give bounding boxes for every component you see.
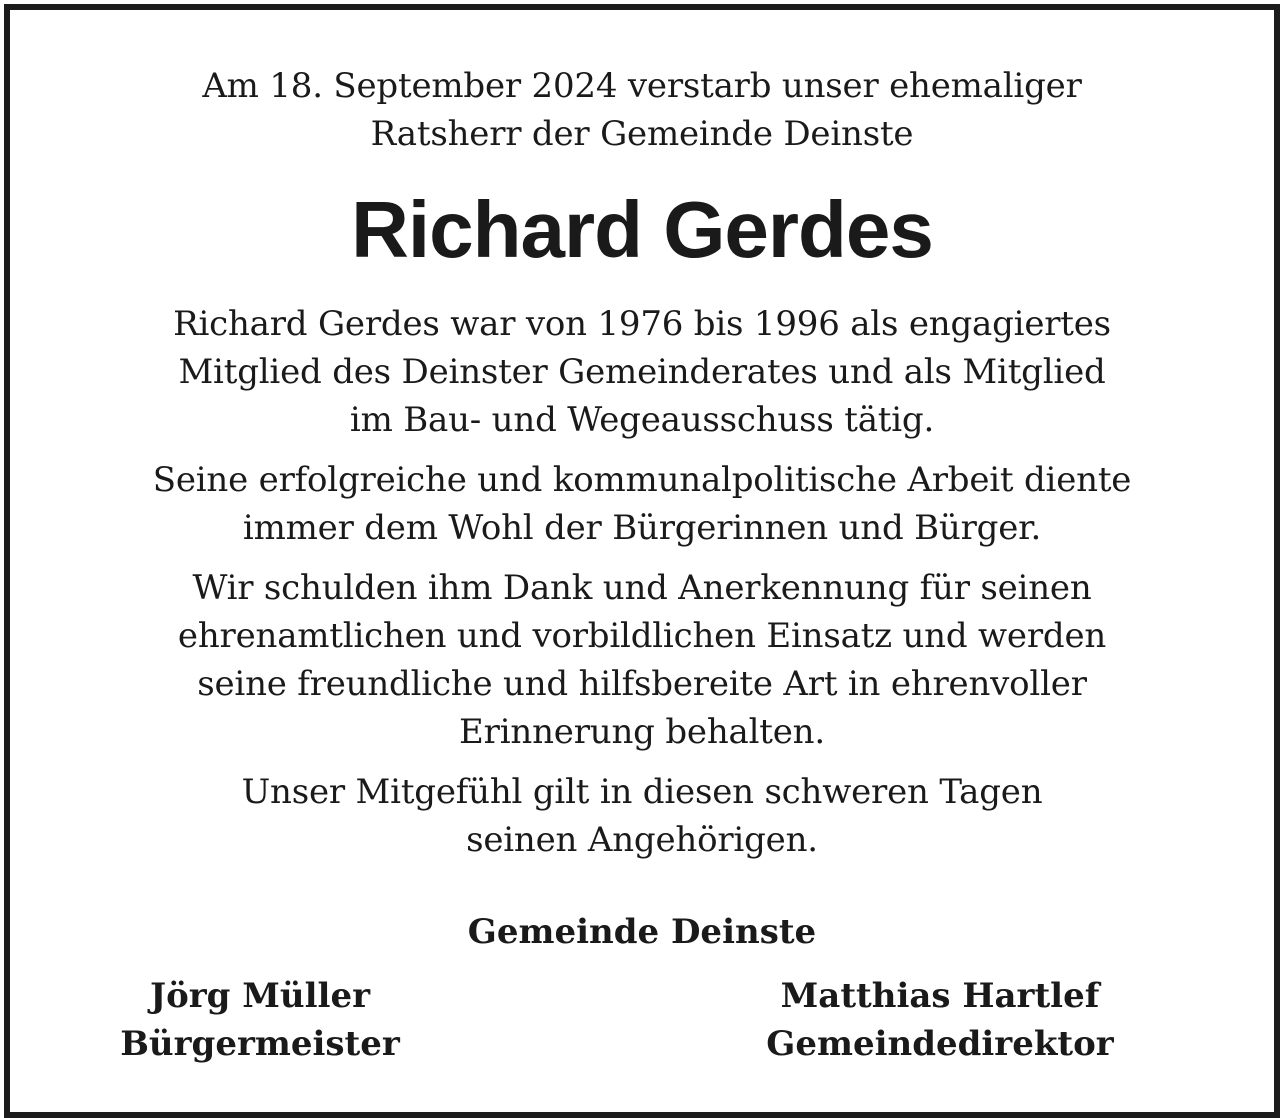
- signer-title: Bürgermeister: [120, 1024, 400, 1064]
- text-line: seinen Angehörigen.: [466, 820, 818, 860]
- text-line: Wir schulden ihm Dank und Anerkennung für seinen: [192, 568, 1092, 608]
- obituary-notice: [4, 4, 1280, 1118]
- text-line: ehrenamtlichen und vorbildlichen Einsatz und werden: [177, 616, 1107, 656]
- organization-name: Gemeinde Deinste: [467, 912, 817, 952]
- intro-line: Ratsherr der Gemeinde Deinste: [370, 114, 914, 154]
- text-line: Unser Mitgefühl gilt in diesen schweren Tagen: [241, 772, 1043, 812]
- signer-name: Matthias Hartlef: [780, 976, 1100, 1016]
- signer-mayor: [70, 972, 450, 1068]
- signer-name: Jörg Müller: [149, 976, 371, 1016]
- deceased-name: Richard Gerdes: [351, 185, 933, 274]
- text-line: Richard Gerdes war von 1976 bis 1996 als engagiertes: [173, 304, 1111, 344]
- obituary-body: [10, 300, 1274, 876]
- paragraph-condolence: [10, 768, 1274, 864]
- text-line: Erinnerung behalten.: [459, 712, 825, 752]
- intro-line: Am 18. September 2024 verstarb unser ehemaliger: [202, 66, 1082, 106]
- text-line: seine freundliche und hilfsbereite Art in ehrenvoller: [197, 664, 1087, 704]
- intro-text: [10, 62, 1274, 158]
- text-line: immer dem Wohl der Bürgerinnen und Bürger.: [242, 508, 1042, 548]
- text-line: Seine erfolgreiche und kommunalpolitische Arbeit diente: [152, 460, 1132, 500]
- signer-director: [740, 972, 1140, 1068]
- paragraph-work: [10, 456, 1274, 552]
- signer-title: Gemeindedirektor: [766, 1024, 1114, 1064]
- paragraph-service: [10, 300, 1274, 444]
- paragraph-thanks: [10, 564, 1274, 756]
- text-line: Mitglied des Deinster Gemeinderates und als Mitglied: [178, 352, 1106, 392]
- text-line: im Bau- und Wegeausschuss tätig.: [349, 400, 935, 440]
